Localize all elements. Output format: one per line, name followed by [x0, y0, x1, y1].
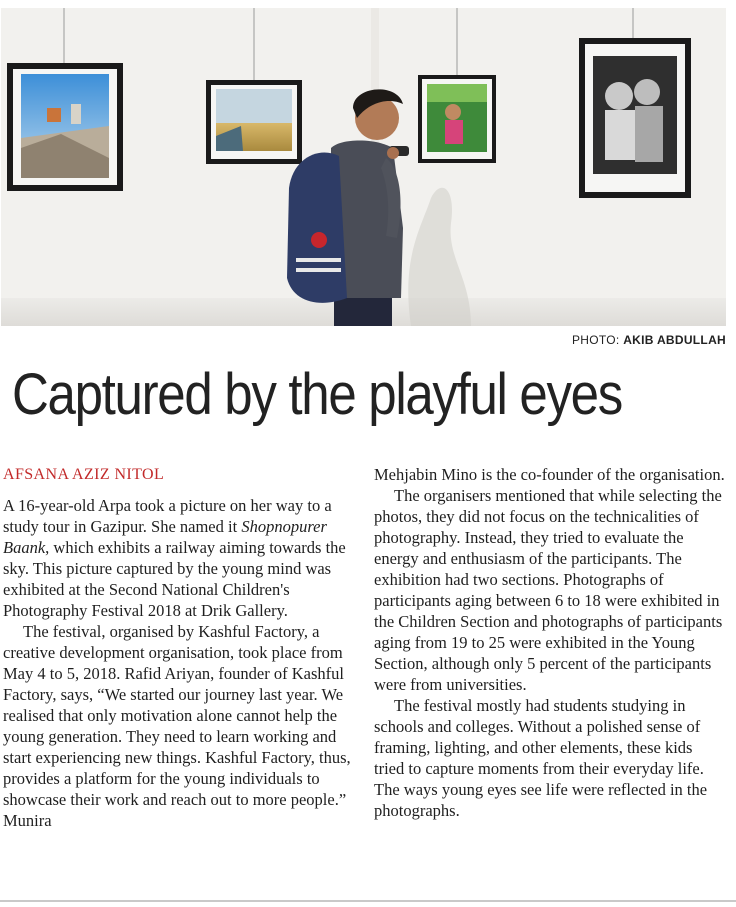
bottom-divider [0, 900, 736, 902]
article-column-left [3, 464, 355, 831]
framed-photo-field [206, 80, 302, 164]
article-column-right [374, 464, 726, 821]
paragraph-5: The festival mostly had students studying in schools and colleges. Without a polished sense of framing, lighting, and other elements, these kids tried to capture moments from their everyday life. The ways young eyes see life were reflected in the photographs. [374, 696, 708, 820]
gallery-scene [1, 8, 726, 326]
byline: AFSANA AZIZ NITOL [3, 466, 165, 483]
paragraph-4: The organisers mentioned that while selecting the photos, they did not focus on the technicalities of photography. Instead, they tried to evaluate the energy and enthusiasm of the participants. The exhibition had two sections. Photographs of participants aging between 6 to 18 were exhibited in the Children Section and photographs of participants aging from 19 to 25 were exhibited in the Young Section, although only 5 percent of the participants were from universities. [374, 486, 723, 694]
paragraph-1-end: , which exhibits a railway aiming towards the sky. This picture captured by the young mind was exhibited at the Second National Children's Photography Festival 2018 at Drik Gallery. [3, 538, 346, 620]
paragraph-3: Mehjabin Mino is the co-founder of the organisation. [374, 465, 725, 484]
article-photo [1, 8, 726, 326]
photo-credit-name: AKIB ABDULLAH [623, 333, 726, 347]
photo-title-italic: Shopnopurer Baank [3, 517, 327, 557]
framed-photo-railway [7, 63, 123, 191]
paragraph-1-start: A 16-year-old Arpa took a picture on her way to a study tour in Gazipur. She named it [3, 496, 332, 536]
photo-credit [572, 333, 726, 347]
photo-credit-prefix: PHOTO: [571, 333, 624, 347]
framed-photo-boys [579, 38, 691, 198]
paragraph-2: The festival, organised by Kashful Factory, a creative development organisation, took place from May 4 to 5, 2018. Rafid Ariyan, founder of Kashful Factory, says, “We started our journey last year. We realised that only motivation alone cannot help the young generation. They need to learn working and start experiencing new things. Kashful Factory, thus, provides a platform for the young individuals to showcase their work and reach out to more people.” Munira [3, 622, 351, 830]
paragraph-1 [3, 495, 355, 621]
headline: Captured by the playful eyes [12, 362, 622, 427]
framed-photo-child [418, 75, 496, 163]
